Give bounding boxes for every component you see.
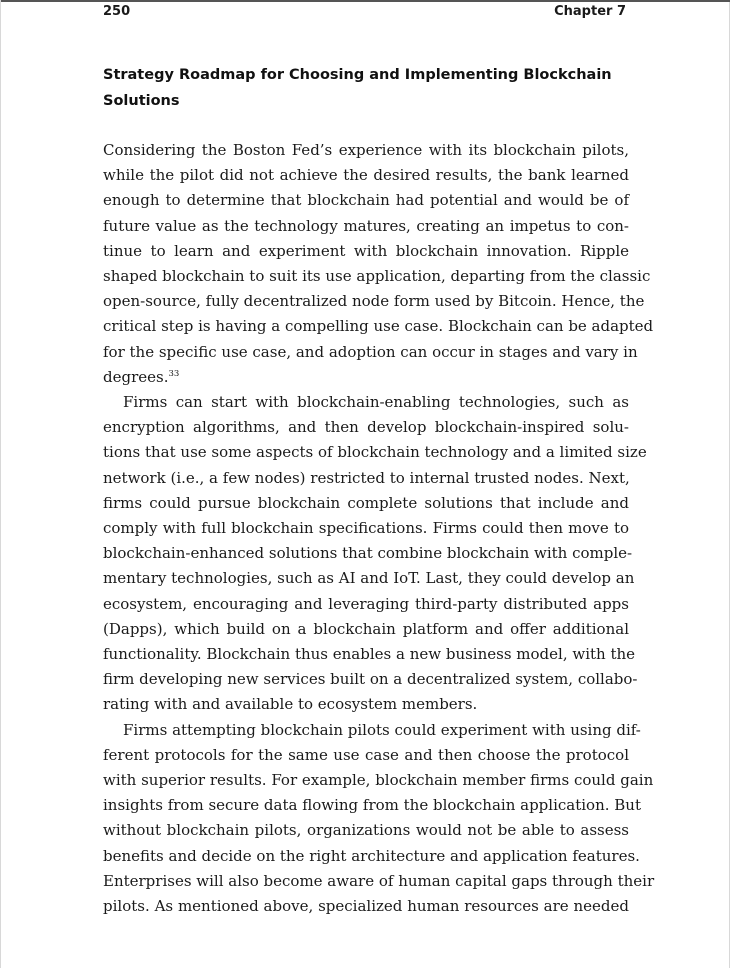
chapter-label: Chapter 7 — [554, 4, 626, 19]
section-heading-line: Solutions — [103, 93, 180, 109]
text-line: ecosystem, encouraging and leveraging third-party distributed apps — [103, 594, 629, 613]
text-line-last — [103, 365, 629, 390]
footnote-marker: 33 — [168, 368, 180, 379]
text-line: insights from secure data flowing from the blockchain application. But — [103, 796, 641, 815]
text-line: blockchain-enhanced solutions that combine blockchain with comple- — [103, 544, 633, 563]
text-line: future value as the technology matures, creating an impetus to con- — [103, 216, 629, 235]
page-number: 250 — [103, 4, 131, 19]
text-line: network (i.e., a few nodes) restricted to internal trusted nodes. Next, — [103, 468, 630, 487]
top-border-rule — [1, 0, 730, 2]
section-heading — [103, 62, 612, 114]
text-line: Firms attempting blockchain pilots could experiment with using dif- — [123, 720, 641, 739]
paragraph-1 — [103, 138, 654, 390]
text-line: degrees. — [103, 367, 169, 386]
text-line: comply with full blockchain specifications. Firms could then move to — [103, 519, 629, 538]
text-line: benefits and decide on the right architecture and application features. — [103, 846, 640, 865]
text-line: Firms can start with blockchain-enabling technologies, such as — [123, 393, 629, 412]
text-line: encryption algorithms, and then develop blockchain-inspired solu- — [103, 418, 629, 437]
text-line: mentary technologies, such as AI and IoT. Last, they could develop an — [103, 569, 635, 588]
paragraph-3 — [103, 718, 655, 920]
section-heading-line: Strategy Roadmap for Choosing and Implementing Blockchain — [103, 67, 612, 83]
text-line: tions that use some aspects of blockchain technology and a limited size — [103, 443, 647, 462]
text-line: rating with and available to ecosystem members. — [103, 695, 478, 714]
text-line: Considering the Boston Fed’s experience with its blockchain pilots, — [103, 141, 629, 159]
text-line: for the specific use case, and adoption can occur in stages and vary in — [103, 342, 638, 361]
text-line: critical step is having a compelling use case. Blockchain can be adapted — [103, 317, 654, 336]
text-line: ferent protocols for the same use case and then choose the protocol — [103, 745, 629, 764]
body-text — [103, 138, 655, 919]
text-line: firms could pursue blockchain complete solutions that include and — [103, 493, 629, 512]
text-line: with superior results. For example, blockchain member firms could gain — [103, 771, 654, 790]
text-line: without blockchain pilots, organizations would not be able to assess — [103, 821, 629, 840]
text-line: functionality. Blockchain thus enables a new business model, with the — [103, 645, 636, 664]
text-line: while the pilot did not achieve the desired results, the bank learned — [103, 166, 629, 185]
text-line: Enterprises will also become aware of human capital gaps through their — [103, 871, 655, 890]
text-line: tinue to learn and experiment with blockchain innovation. Ripple — [103, 241, 629, 260]
text-line: pilots. As mentioned above, specialized human resources are needed — [103, 897, 629, 916]
text-line: open-source, fully decentralized node form used by Bitcoin. Hence, the — [103, 292, 645, 311]
text-line: enough to determine that blockchain had potential and would be of — [103, 191, 629, 210]
text-line: shaped blockchain to suit its use application, departing from the classic — [103, 267, 651, 286]
text-line: (Dapps), which build on a blockchain platform and offer additional — [103, 619, 629, 638]
paragraph-2 — [103, 390, 647, 718]
running-head — [103, 4, 626, 24]
text-line: firm developing new services built on a decentralized system, collabo- — [103, 670, 638, 689]
